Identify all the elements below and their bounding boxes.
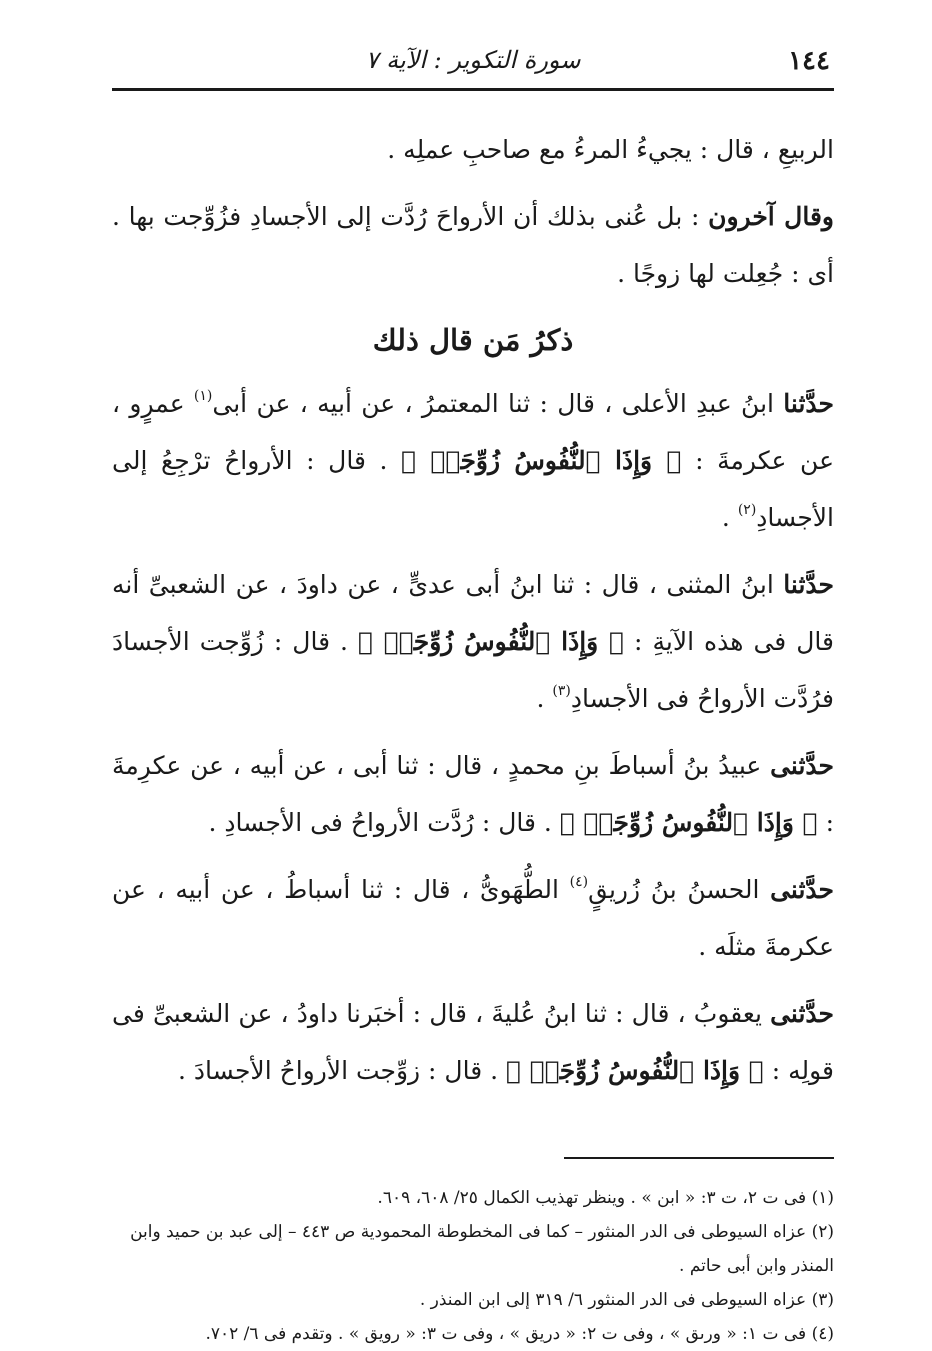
footnote-divider [564, 1157, 834, 1159]
quran-verse: وَإِذَا ٱلنُّفُوسُ زُوِّجَتۡ [373, 627, 610, 656]
narration-text: ابنُ المثنى ، قال : ثنا ابنُ أبى عدىٍّ ، عن داودَ ، عن الشعبىِّ أنه قال فى هذه الآيةِ : [112, 570, 834, 656]
running-title: سورة التكوير : الآية ٧ [365, 46, 581, 74]
narration [112, 985, 834, 1099]
lead-word: وقال آخرون [708, 202, 834, 231]
paragraph [112, 188, 834, 302]
footnote-reference[interactable]: (١) [193, 388, 213, 404]
footnote-reference[interactable]: (٣) [552, 683, 571, 699]
narration-lead: حدَّثنى [770, 875, 834, 904]
running-head [112, 36, 834, 91]
quran-bracket-close: ﴾ [506, 1056, 522, 1085]
narration-text: . قال : زُوِّجت الأجسادَ فرُدَّت الأرواحُ فى الأجسادِ [112, 627, 834, 713]
narration-text: عبيدُ بنُ أسباطَ بنِ محمدٍ ، قال : ثنا أبى ، عن أبيه ، عن عكرِمةَ : [112, 751, 834, 837]
quran-bracket-open: ﴿ [802, 808, 818, 837]
paragraph [112, 121, 834, 178]
quran-verse: وَإِذَا ٱلنُّفُوسُ زُوِّجَتۡ [416, 446, 667, 475]
narration-text: يعقوبُ ، قال : ثنا ابنُ عُليةَ ، قال : أخبَرنا داودُ ، عن الشعبىِّ فى قولِه : [112, 999, 834, 1085]
quran-bracket-open: ﴿ [609, 627, 625, 656]
page-number: ١٤٤ [788, 46, 830, 76]
footnote-reference[interactable]: (٢) [737, 502, 757, 518]
quran-bracket-open: ﴿ [666, 446, 682, 475]
narration [112, 375, 834, 546]
footnote: (٤) فى ت ١: « ورىق » ، وفى ت ٢: « دريق » ، وفى ت ٣: « رويق » . وتقدم فى ٦/ ٧٠٢. [205, 1324, 834, 1344]
footnote-reference[interactable]: (٤) [569, 874, 589, 890]
footnote: (١) فى ت ٢، ت ٣: « ابن » . وينظر تهذيب الكمال ٢٥/ ٦٠٨، ٦٠٩. [377, 1188, 834, 1208]
section-heading: ذكرُ مَن قال ذلك [372, 323, 574, 357]
book-page [112, 36, 834, 1351]
narration-lead: حدَّثنا [783, 570, 834, 599]
paragraph-text: الربيعِ ، قال : يجيءُ المرءُ مع صاحبِ عملِه . [387, 135, 834, 164]
footnote: (٣) عزاه السيوطى فى الدر المنثور ٦/ ٣١٩ إلى ابن المنذر . [419, 1290, 834, 1310]
narration-text: . قال : الأرواحُ ترْجِعُ إلى الأجسادِ [112, 446, 834, 532]
narration [112, 556, 834, 727]
quran-bracket-open: ﴿ [748, 1056, 764, 1085]
narration-text: الطُّهَوىُّ ، قال : ثنا أسباطُ ، عن أبيه ، عن عكرمةَ مثلَه . [112, 875, 834, 961]
footnotes [112, 1181, 834, 1351]
quran-bracket-close: ﴾ [358, 627, 374, 656]
narration-lead: حدَّثنا [783, 389, 834, 418]
main-text [112, 121, 834, 1099]
paragraph-text: : بل عُنى بذلك أن الأرواحَ رُدَّت إلى الأجسادِ فزُوِّجت بها . أى : جُعِلت لها زوجًا . [112, 202, 834, 288]
quran-verse: وَإِذَا ٱلنُّفُوسُ زُوِّجَتۡ [574, 808, 803, 837]
narration-text: ابنُ عبدِ الأعلى ، قال : ثنا المعتمرُ ، عن أبيه ، عن أبى [212, 389, 784, 418]
narration-lead: حدَّثنى [770, 751, 834, 780]
quran-bracket-close: ﴾ [401, 446, 417, 475]
quran-bracket-close: ﴾ [559, 808, 575, 837]
narration [112, 737, 834, 851]
narration-lead: حدَّثنى [770, 999, 834, 1028]
footnote: (٢) عزاه السيوطى فى الدر المنثور – كما فى المخطوطة المحمودية ص ٤٤٣ – إلى عبد بن حميد وابن المنذر وابن أبى حاتم . [130, 1222, 834, 1276]
narration-text: . قال : رُدَّت الأرواحُ فى الأجسادِ . [208, 808, 560, 837]
narration-text: . قال : زوِّجت الأرواحُ الأجسادَ . [178, 1056, 506, 1085]
narration-text: الحسنُ بنُ زُريقٍ [588, 875, 771, 904]
narration-text: عمرٍو ، عن عكرمةَ : [112, 389, 834, 475]
narration [112, 861, 834, 975]
narration-text: . [721, 503, 738, 532]
quran-verse: وَإِذَا ٱلنُّفُوسُ زُوِّجَتۡ [521, 1056, 749, 1085]
narration-text: . [536, 684, 553, 713]
